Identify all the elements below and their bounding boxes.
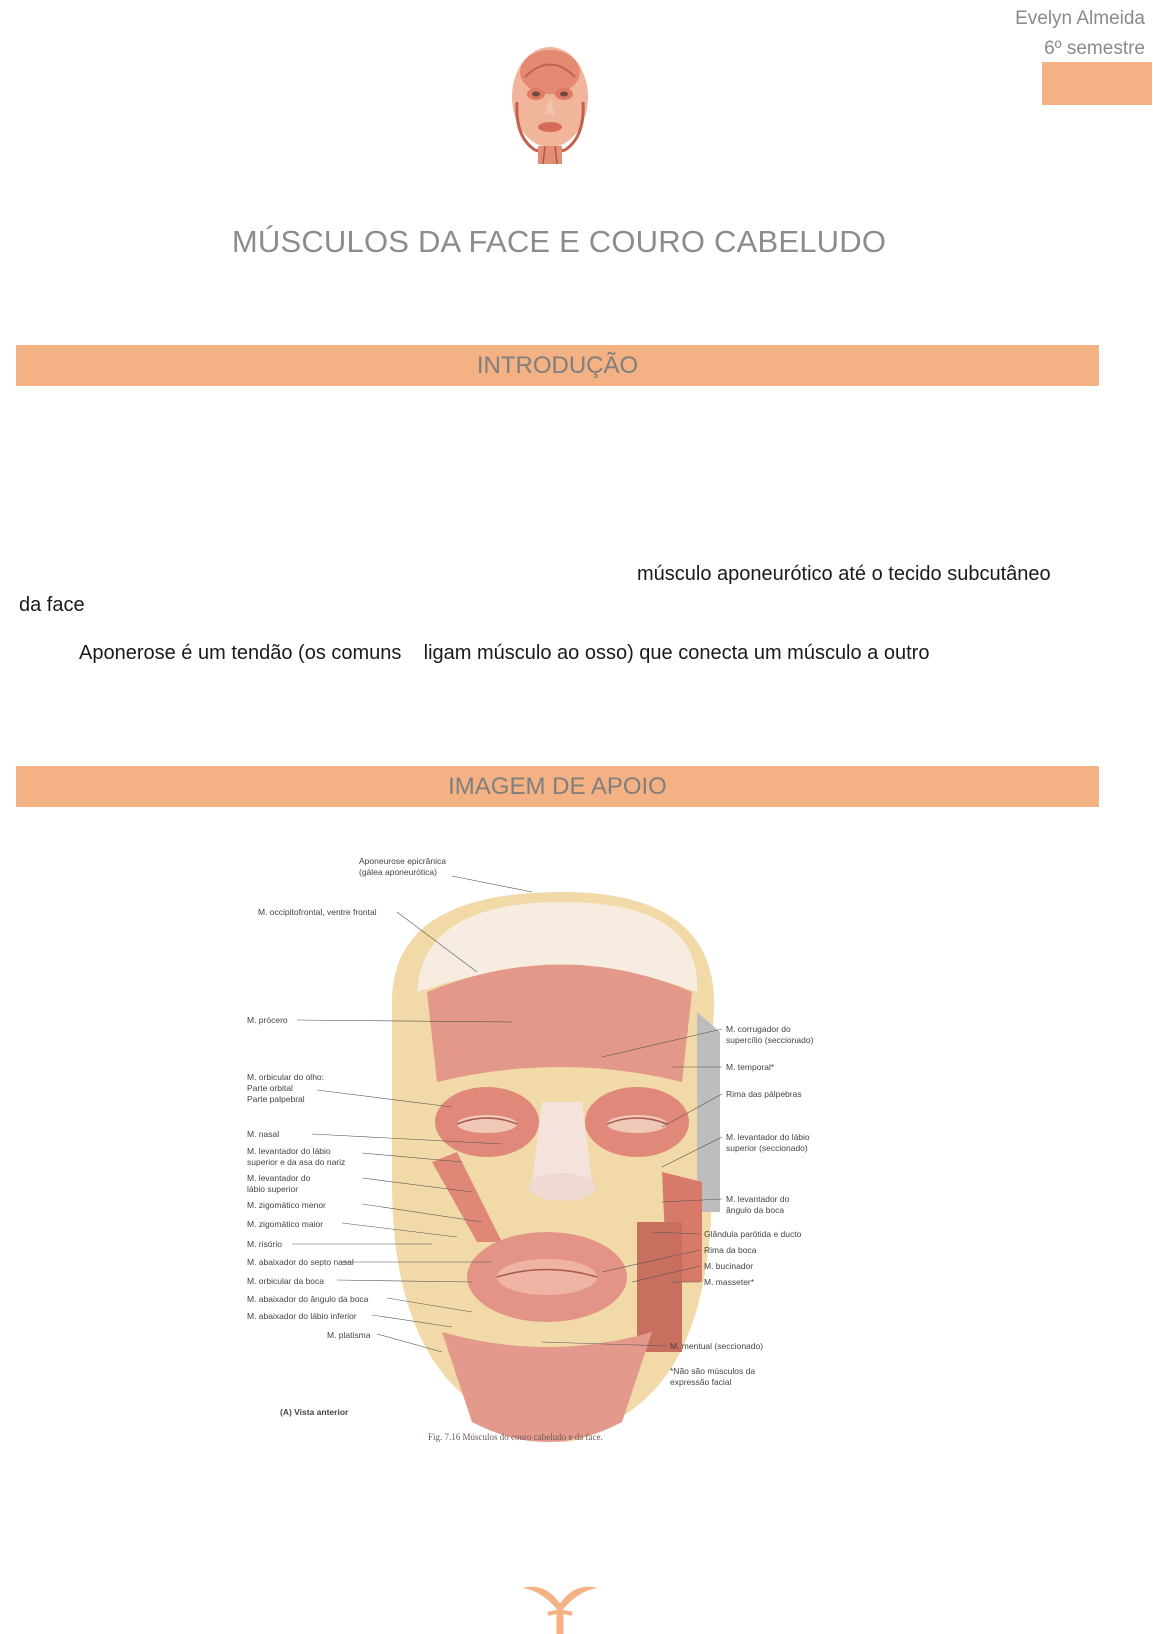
figure-label: M. levantador do — [726, 1194, 790, 1204]
intro-text-line-2: da face — [19, 594, 85, 616]
figure-label: Aponeurose epicrânica — [359, 856, 446, 866]
figure-label: Parte orbital — [247, 1083, 293, 1093]
figure-label: M. corrugador do — [726, 1024, 791, 1034]
section-heading-label: INTRODUÇÃO — [476, 351, 639, 379]
anatomy-figure — [242, 856, 878, 1518]
figure-label: M. orbicular da boca — [247, 1276, 325, 1286]
flourish-ornament-icon — [518, 1580, 602, 1634]
figure-label: M. zigomático menor — [247, 1200, 326, 1210]
section-heading-introducao — [16, 345, 1099, 386]
figure-label: (gálea aponeurótica) — [359, 867, 437, 877]
figure-label: M. levantador do lábio — [726, 1132, 810, 1142]
figure-label: M. prócero — [247, 1015, 288, 1025]
figure-label: lábio superior — [247, 1184, 299, 1194]
figure-label: M. levantador do lábio — [247, 1146, 331, 1156]
figure-label: Parte palpebral — [247, 1094, 305, 1104]
figure-label: M. nasal — [247, 1129, 280, 1139]
figure-label: M. masseter* — [704, 1277, 755, 1287]
figure-label: Glândula parótida e ducto — [704, 1229, 802, 1239]
author-name: Evelyn Almeida — [1015, 8, 1145, 29]
figure-caption: Fig. 7.16 Músculos do couro cabeludo e da face. — [428, 1432, 603, 1442]
intro-text-line-1: músculo aponeurótico até o tecido subcutâneo — [637, 563, 1051, 585]
section-heading-label: IMAGEM DE APOIO — [448, 772, 667, 800]
figure-label: M. zigomático maior — [247, 1219, 324, 1229]
figure-label: M. bucinador — [704, 1261, 754, 1271]
figure-label: supercílio (seccionado) — [726, 1035, 814, 1045]
figure-label: M. mentual (seccionado) — [670, 1341, 764, 1351]
figure-label: M. temporal* — [726, 1062, 775, 1072]
corner-accent-box — [1042, 62, 1152, 105]
figure-label: M. risório — [247, 1239, 282, 1249]
figure-label: M. levantador do — [247, 1173, 311, 1183]
section-heading-imagem-de-apoio — [16, 766, 1099, 807]
figure-label: ângulo da boca — [726, 1205, 785, 1215]
figure-label: M. occipitofrontal, ventre frontal — [258, 907, 377, 917]
intro-text-line-3: Aponerose é um tendão (os comuns ligam músculo ao osso) que conecta um músculo a outro — [79, 642, 930, 664]
figure-label: M. abaixador do lábio inferior — [247, 1311, 357, 1321]
figure-label: M. platisma — [327, 1330, 371, 1340]
figure-label: M. abaixador do septo nasal — [247, 1257, 354, 1267]
figure-label: M. abaixador do ângulo da boca — [247, 1294, 369, 1304]
figure-label: superior e da asa do nariz — [247, 1157, 346, 1167]
figure-label: superior (seccionado) — [726, 1143, 808, 1153]
author-block — [1015, 4, 1145, 64]
page-title: MÚSCULOS DA FACE E COURO CABELUDO — [231, 224, 887, 259]
figure-label: M. orbicular do olho: — [247, 1072, 325, 1082]
head-muscle-illustration — [505, 42, 595, 164]
figure-label: *Não são músculos da — [670, 1366, 756, 1376]
figure-label: Rima das pálpebras — [726, 1089, 802, 1099]
semester-label: 6º semestre — [1044, 38, 1145, 59]
figure-view-label: (A) Vista anterior — [280, 1407, 349, 1417]
figure-label: expressão facial — [670, 1377, 732, 1387]
figure-label: Rima da boca — [704, 1245, 757, 1255]
